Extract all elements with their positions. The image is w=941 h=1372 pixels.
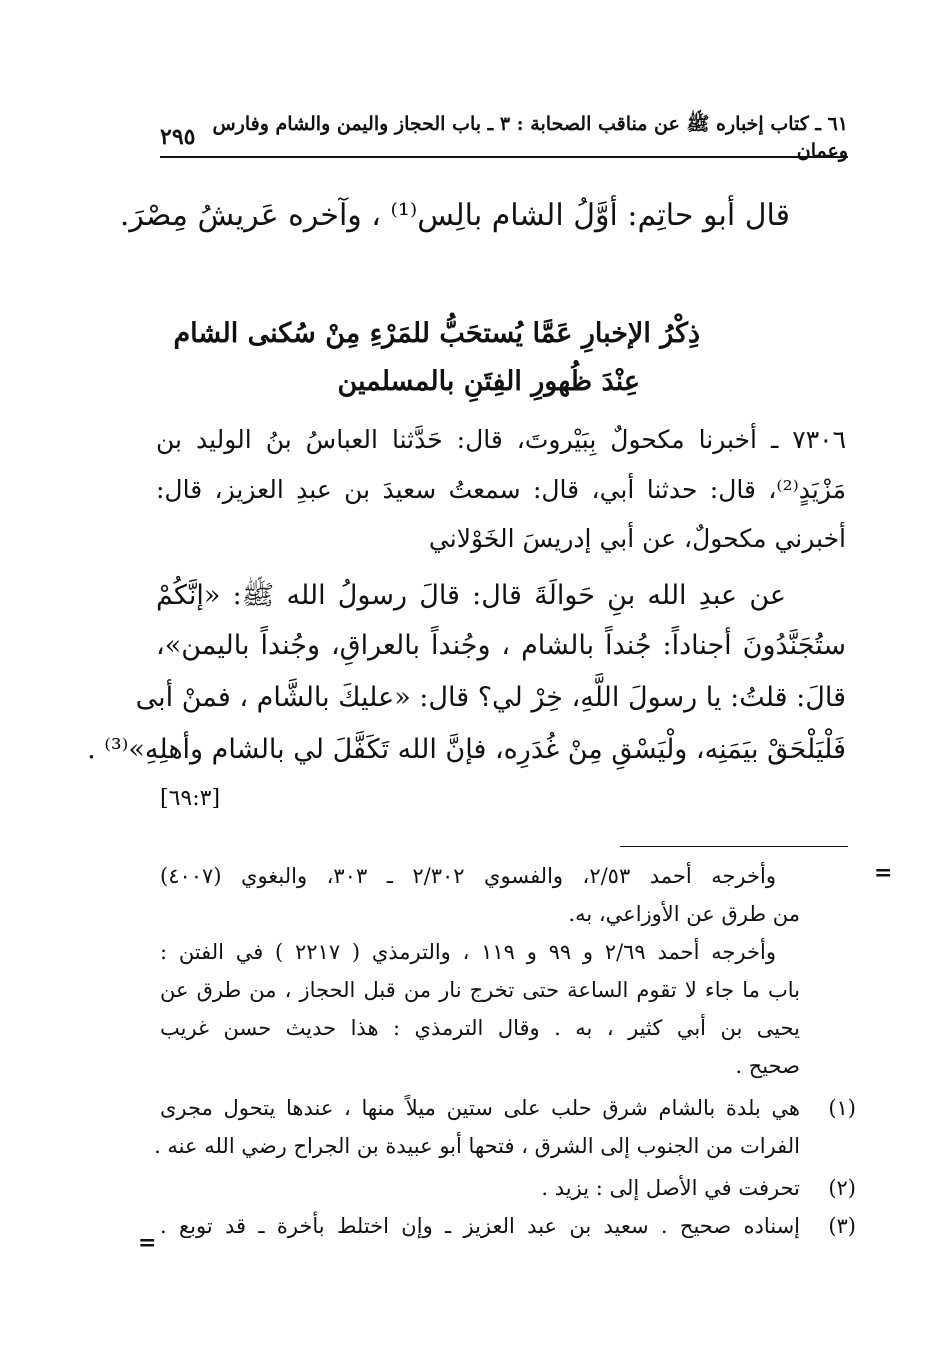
isnad-line: مَزْيَدٍ⁽²⁾، قال: حدثنا أبي، قال: سمعتُ سعيدَ بن عبدِ العزيز، قال:: [156, 475, 846, 504]
footnote-number: (٢): [828, 1176, 856, 1200]
footnote-continued-line: من طرق عن الأوزاعي، به.: [568, 902, 800, 926]
continuation-mark: =: [138, 1230, 157, 1256]
isnad-line: ٧٣٠٦ ـ أخبرنا مكحولٌ بِبَيْروتَ، قال: حَدَّثنا العباسُ بنُ الوليد بن: [156, 425, 846, 454]
matn-line: عن عبدِ الله بنِ حَوالَةَ قال: قالَ رسولُ الله ﷺ: «إنَّكُمْ: [156, 580, 786, 611]
footnote-line: الفرات من الجنوب إلى الشرق ، فتحها أبو عبيدة بن الجراح رضي الله عنه .: [154, 1134, 800, 1158]
footnote-continued-line: باب ما جاء لا تقوم الساعة حتى تخرج نار من قبل الحجاز ، من طرق عن: [160, 978, 800, 1002]
running-title: ٦١ ـ كتاب إخباره ﷺ عن مناقب الصحابة : ٣ ـ باب الحجاز واليمن والشام وفارس وعمان: [212, 113, 848, 162]
footnote-continued-line: يحيى بن أبي كثير ، به . وقال الترمذي : هذا حديث حسن غريب: [160, 1016, 800, 1040]
matn-line: ستُجَنَّدُونَ أجناداً: جُنداً بالشام ، وجُنداً بالعراقِ، وجُنداً باليمن»،: [156, 630, 846, 661]
footnote-number: (٣): [828, 1214, 856, 1238]
page-number: ٢٩٥: [160, 124, 196, 150]
matn-line: فَلْيَلْحَقْ بيَمَنِه، ولْيَسْقِ مِنْ غُدَرِه، فإنَّ الله تَكَفَّلَ لي بالشام وأهلِهِ»⁽³⁾ .: [87, 734, 846, 765]
intro-statement: قال أبو حاتِم: أوَّلُ الشام بالِس⁽¹⁾ ، وآخره عَريشُ مِصْرَ.: [119, 198, 790, 233]
isnad-line: أخبرني مكحولٌ، عن أبي إدريسَ الخَوْلاني: [428, 524, 846, 553]
continuation-mark: =: [874, 860, 893, 886]
footnote-separator: [620, 846, 848, 847]
footnote-number: (١): [828, 1096, 856, 1120]
cross-reference: [٦٩:٣]: [160, 786, 221, 811]
footnote-line: تحرفت في الأصل إلى : يزيد .: [541, 1176, 800, 1200]
footnote-continued-line: صحيح .: [735, 1054, 800, 1078]
footnote-continued-line: وأخرجه أحمد ٢/٦٩ و ٩٩ و ١١٩ ، والترمذي ( ٢٢١٧ ) في الفتن :: [160, 940, 776, 964]
chapter-heading-line-1: ذِكْرُ الإخبارِ عَمَّا يُستحَبُّ للمَرْءِ مِنْ سُكنى الشام: [173, 318, 700, 349]
page-header: [160, 113, 848, 162]
footnote-line: هي بلدة بالشام شرق حلب على ستين ميلاً منها ، عندها يتحول مجرى: [160, 1096, 800, 1120]
footnote-line: إسناده صحيح . سعيد بن عبد العزيز ـ وإن اختلط بأخرة ـ قد توبع .: [160, 1214, 800, 1238]
footnote-continued-line: وأخرجه أحمد ٢/٥٣، والفسوي ٢/٣٠٢ ـ ٣٠٣، والبغوي (٤٠٠٧): [160, 864, 776, 888]
matn-line: قالَ: قلتُ: يا رسولَ اللَّهِ، خِرْ لي؟ قال: «عليكَ بالشَّام ، فمنْ أبى: [135, 682, 846, 713]
chapter-heading-line-2: عِنْدَ ظُهورِ الفِتَنِ بالمسلمين: [337, 366, 640, 397]
